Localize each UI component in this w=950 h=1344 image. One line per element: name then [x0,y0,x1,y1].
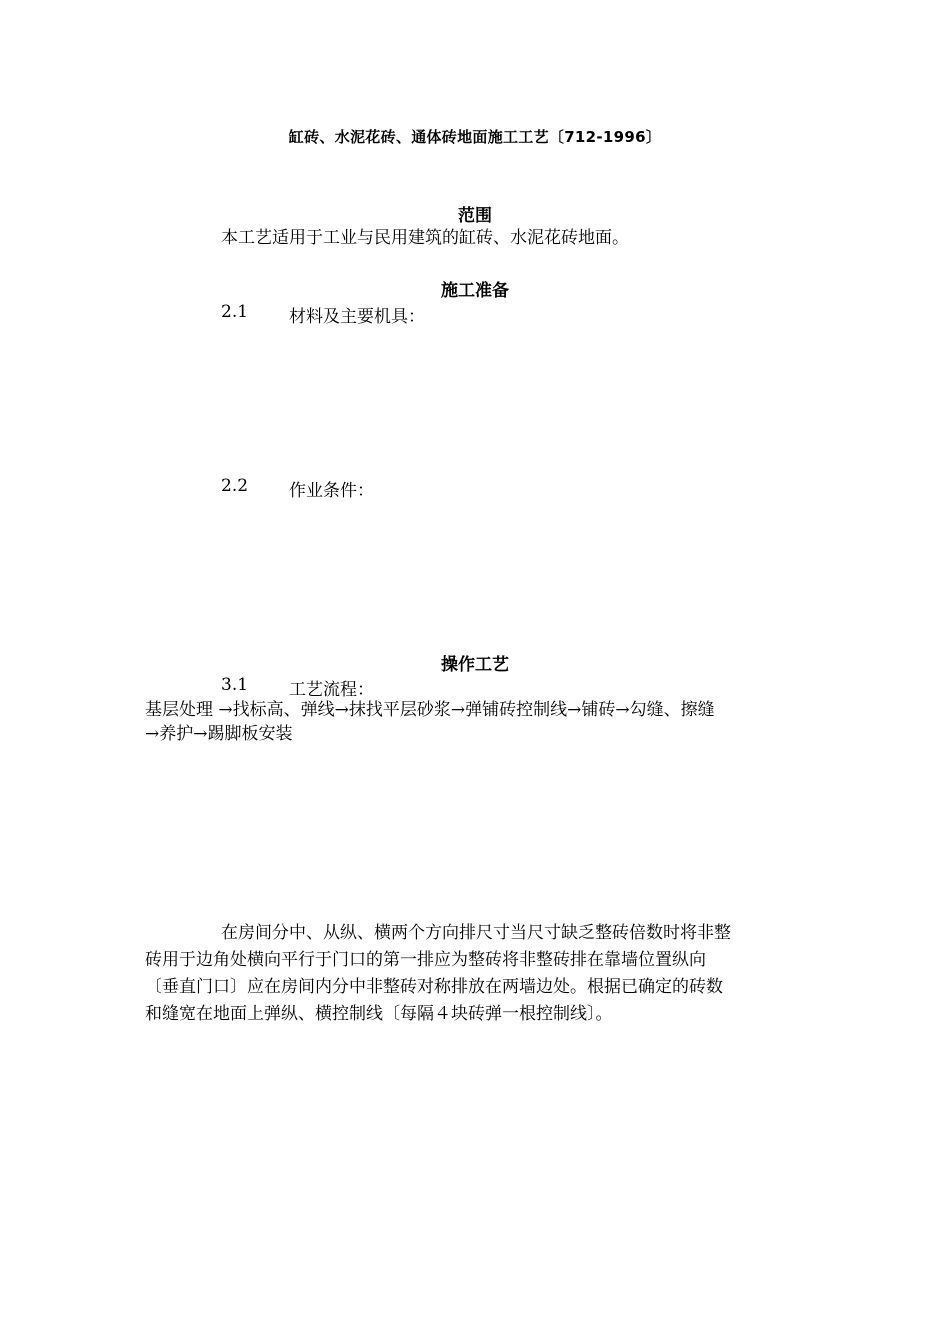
section-heading-preparation: 施工准备 [441,281,509,301]
layout-paragraph [145,920,805,1028]
paragraph-line: 在房间分中、从纵、横两个方向排尺寸当尺寸缺乏整砖倍数时将非整 [221,923,731,943]
section-heading-scope: 范围 [458,206,492,226]
section-heading-operation: 操作工艺 [441,655,509,675]
item-label-materials: 材料及主要机具： [289,307,425,327]
scope-text: 本工艺适用于工业与民用建筑的缸砖、水泥花砖地面。 [221,228,629,248]
process-flow-line: →养护→踢脚板安装 [145,724,293,744]
item-number-2-1: 2.1 [221,302,249,322]
paragraph-line: 砖用于边角处横向平行于门口的第一排应为整砖将非整砖排在靠墙位置纵向 [145,950,706,970]
process-flow [145,698,825,746]
item-label-conditions: 作业条件： [289,481,374,501]
item-number-2-2: 2.2 [221,476,249,496]
document-title: 缸砖、水泥花砖、通体砖地面施工工艺〔712-1996〕 [288,128,662,146]
paragraph-line: 和缝宽在地面上弹纵、横控制线〔每隔４块砖弹一根控制线〕。 [145,1004,613,1024]
process-flow-line: 基层处理 →找标高、弹线→抹找平层砂浆→弹铺砖控制线→铺砖→勾缝、擦缝 [145,700,715,720]
item-label-process-flow: 工艺流程： [289,680,374,700]
paragraph-line: 〔垂直门口〕应在房间内分中非整砖对称排放在两墙边处。根据已确定的砖数 [145,977,723,997]
item-number-3-1: 3.1 [221,675,249,695]
